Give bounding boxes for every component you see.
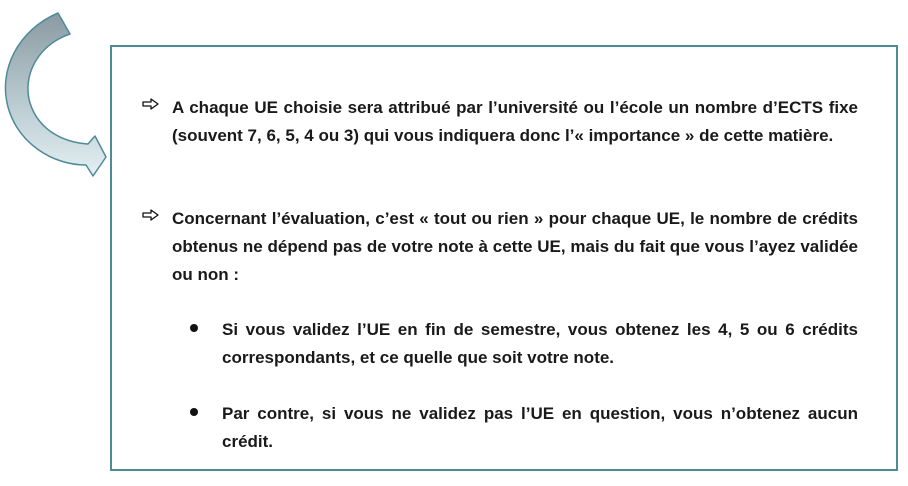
- bullet-dot-icon: [190, 408, 198, 416]
- curved-arrow-icon: [0, 0, 120, 190]
- paragraph-evaluation: Concernant l’évaluation, c’est « tout ou rien » pour chaque UE, le nombre de crédits obtenus ne dépend pas de votre note à cette UE, mais du fait que vous l’ayez validée ou non :: [172, 209, 858, 284]
- bullet-dot-icon: [190, 324, 198, 332]
- paragraph-ects: A chaque UE choisie sera attribué par l’université ou l’école un nombre d’ECTS fixe (souvent 7, 6, 5, 4 ou 3) qui vous indiquera donc l’« importance » de cette matière.: [172, 98, 858, 145]
- outline-arrow-right-icon: [142, 209, 160, 221]
- sub-item-validated: Si vous validez l’UE en fin de semestre, vous obtenez les 4, 5 ou 6 crédits correspondants, et ce quelle que soit votre note.: [222, 320, 858, 367]
- outline-arrow-right-icon: [142, 98, 160, 110]
- sub-item-not-validated: Par contre, si vous ne validez pas l’UE en question, vous n’obtenez aucun crédit.: [222, 404, 858, 451]
